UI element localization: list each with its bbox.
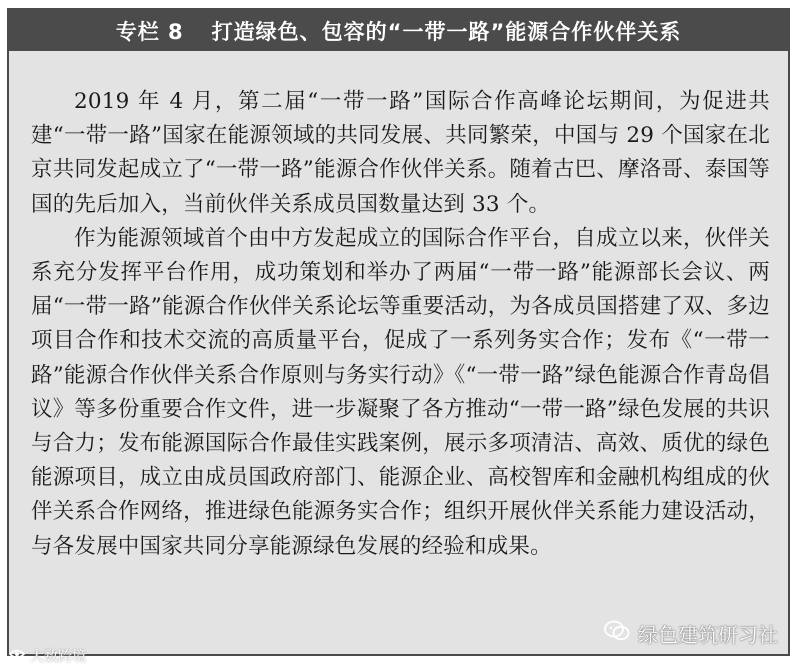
column-box [7,8,790,656]
column-number: 专栏 8 [115,19,184,44]
watermark-source [604,619,778,648]
wechat-icon [604,620,630,647]
watermark-source-text: 绿色建筑研习社 [638,623,778,647]
logo-icon [8,646,26,666]
watermark-logo-text: 大数跨境 [30,649,86,665]
watermark-logo [8,646,86,666]
column-header [9,10,788,51]
paragraph-1: 2019 年 4 月，第二届“一带一路”国际合作高峰论坛期间，为促进共建“一带一路”国家在能源领域的共同发展、共同繁荣，中国与 29 个国家在北京共同发起成立了“一带一路”能源合作伙伴关系。随着古巴、摩洛哥、泰国等国的先后加入，当前伙伴关系成员国数量达到 33 个。 [31,89,770,217]
column-body [9,51,788,564]
column-title: 打造绿色、包容的“一带一路”能源合作伙伴关系 [211,19,682,44]
paragraph-2: 作为能源领域首个由中方发起成立的国际合作平台，自成立以来，伙伴关系充分发挥平台作用，成功策划和举办了两届“一带一路”能源部长会议、两届“一带一路”能源合作伙伴关系论坛等重要活动，为各成员国搭建了双、多边项目合作和技术交流的高质量平台，促成了一系列务实合作；发布《“一带一路”能源合作伙伴关系合作原则与务实行动》《“一带一路”绿色能源合作青岛倡议》等多份重要合作文件，进一步凝聚了各方推动“一带一路”绿色发展的共识与合力；发布能源国际合作最佳实践案例，展示多项清洁、高效、质优的绿色能源项目，成立由成员国政府部门、能源企业、高校智库和金融机构组成的伙伴关系合作网络，推进绿色能源务实合作；组织开展伙伴关系能力建设活动，与各发展中国家共同分享能源绿色发展的经验和成果。 [31,225,770,559]
